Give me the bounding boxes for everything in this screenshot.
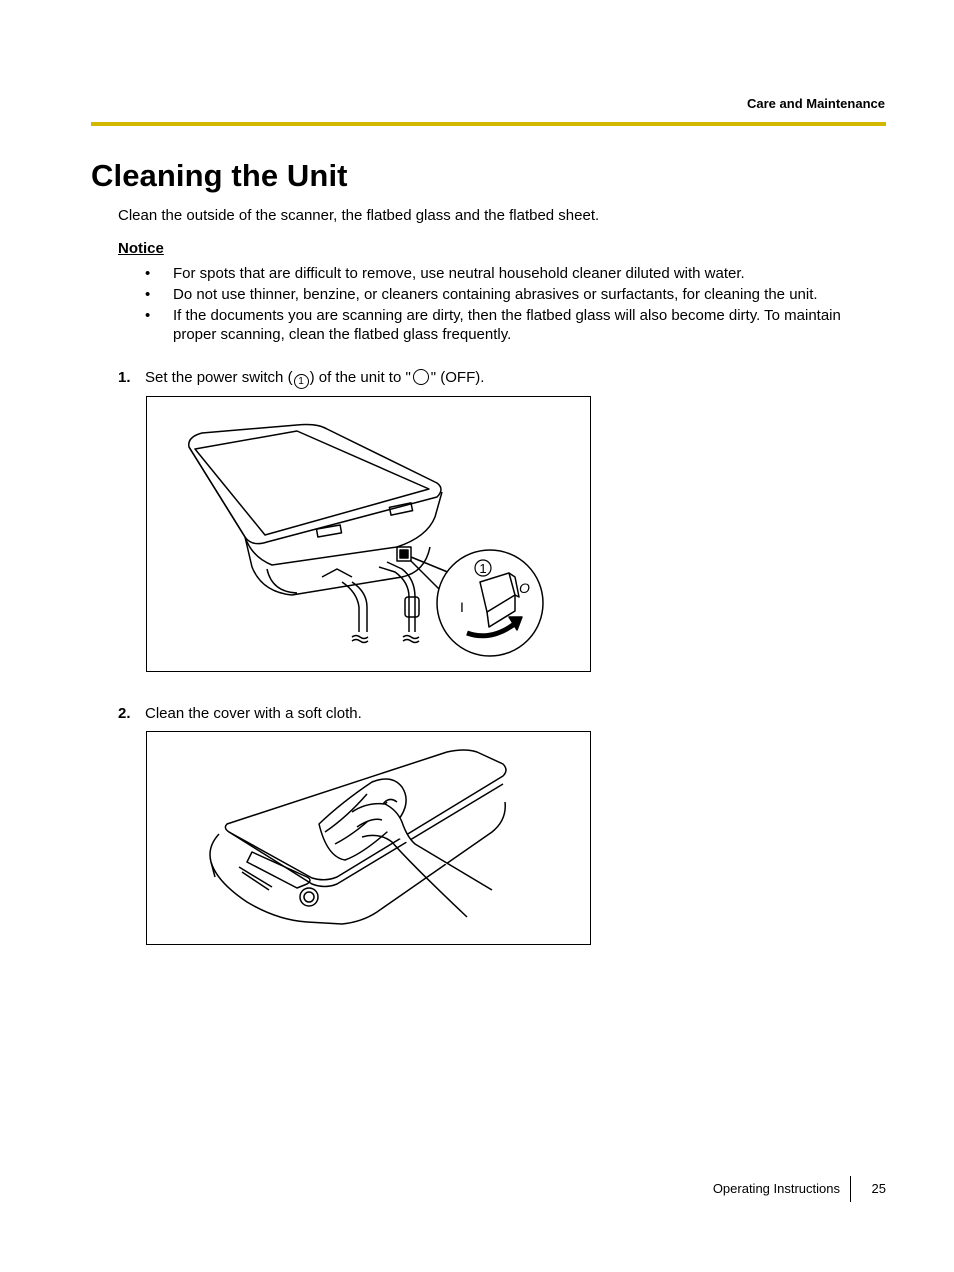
step-number: 1. [118,369,131,386]
page-title: Cleaning the Unit [91,158,348,193]
step-number: 2. [118,705,131,722]
off-mark-label: O [519,580,530,596]
off-symbol-icon [413,369,429,385]
figure-clean-cover [146,731,591,945]
on-mark-label: I [460,599,464,615]
figure-power-switch [146,396,591,672]
list-item: • If the documents you are scanning are dirty, then the flatbed glass will also become dirty. To maintain proper scanning, clean the flatbed glass frequently. [145,307,841,343]
header-rule [91,122,886,126]
bullet-icon: • [145,286,151,303]
step-2: 2. Clean the cover with a soft cloth. [118,705,362,722]
notice-list [118,264,888,346]
callout-1-label: 1 [479,561,487,576]
list-item: • For spots that are difficult to remove, use neutral household cleaner diluted with water. [145,265,745,282]
footer-divider [850,1176,851,1202]
intro-paragraph: Clean the outside of the scanner, the flatbed glass and the flatbed sheet. [118,207,600,224]
footer-doc-name: Operating Instructions [712,1181,840,1196]
notice-heading: Notice [118,240,164,257]
page-number: 25 [871,1181,886,1196]
bullet-icon: • [145,265,151,282]
section-label: Care and Maintenance [747,96,885,111]
scanner-power-switch-illustration [147,397,589,670]
callout-1-icon: 1 [294,374,309,389]
list-item: • Do not use thinner, benzine, or cleaners containing abrasives or surfactants, for cleaning the unit. [145,286,818,303]
scanner-cleaning-illustration [147,732,589,943]
step-1: 1. Set the power switch ( 1 ) of the unit to " " (OFF). [118,369,485,387]
bullet-icon: • [145,307,151,324]
